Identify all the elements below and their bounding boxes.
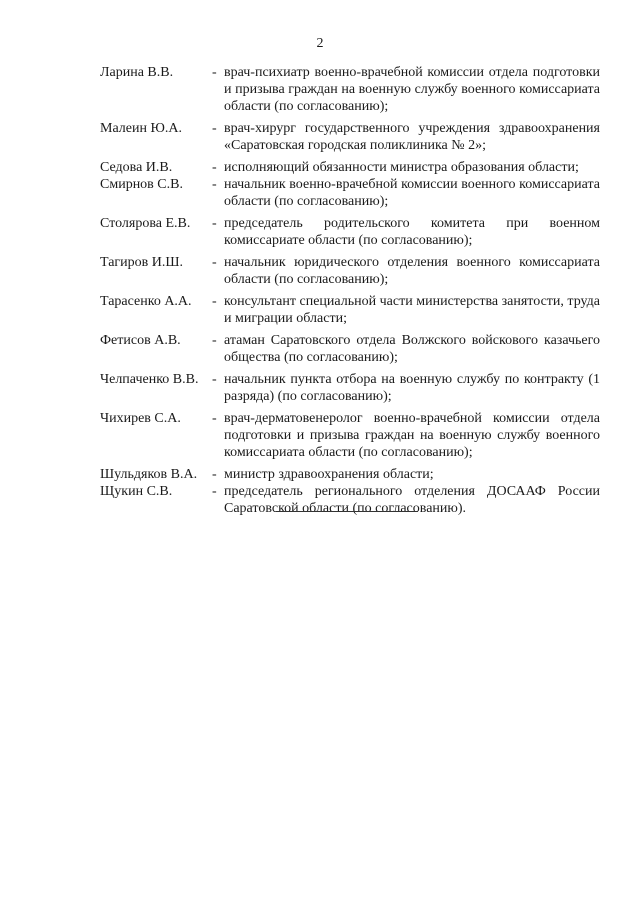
member-description: начальник военно-врачебной комиссии военного комиссариата области (по согласованию); (224, 177, 600, 209)
member-row (100, 215, 600, 249)
member-name: Челпаченко В.В. (100, 372, 199, 387)
member-name: Столярова Е.В. (100, 216, 191, 231)
member-description: исполняющий обязанности министра образования области; (224, 160, 579, 175)
member-dash: - (212, 65, 217, 80)
member-row (100, 64, 600, 115)
member-name: Щукин С.В. (100, 484, 173, 499)
member-name: Тарасенко А.А. (100, 294, 192, 309)
member-dash: - (212, 372, 217, 387)
member-row (100, 293, 600, 327)
member-description: председатель регионального отделения ДОСААФ России Саратовской области (по согласованию). (224, 484, 600, 516)
member-name: Шульдяков В.А. (100, 467, 198, 482)
member-name: Седова И.В. (100, 160, 173, 175)
member-row (100, 159, 600, 176)
member-row (100, 332, 600, 366)
member-list (100, 64, 600, 517)
member-dash: - (212, 467, 217, 482)
member-description: врач-дерматовенеролог военно-врачебной комиссии отдела подготовки и призыва граждан на военную службу военного комиссариата области (по согласованию); (224, 411, 600, 460)
member-description: председатель родительского комитета при военном комиссариате области (по согласованию); (224, 216, 600, 248)
member-dash: - (212, 333, 217, 348)
member-dash: - (212, 177, 217, 192)
member-row (100, 254, 600, 288)
member-name: Малеин Ю.А. (100, 121, 182, 136)
member-description: консультант специальной части министерства занятости, труда и миграции области; (224, 294, 600, 326)
page-number: 2 (316, 36, 324, 51)
member-description: министр здравоохранения области; (224, 467, 434, 482)
member-dash: - (212, 216, 217, 231)
member-dash: - (212, 294, 217, 309)
member-description: начальник юридического отделения военного комиссариата области (по согласованию); (224, 255, 600, 287)
member-name: Фетисов А.В. (100, 333, 181, 348)
member-name: Тагиров И.Ш. (100, 255, 183, 270)
end-divider-line (276, 511, 418, 512)
member-dash: - (212, 121, 217, 136)
member-name: Ларина В.В. (100, 65, 174, 80)
member-description: врач-психиатр военно-врачебной комиссии отдела подготовки и призыва граждан на военную службу военного комиссариата области (по согласованию); (224, 65, 600, 114)
member-description: начальник пункта отбора на военную службу по контракту (1 разряда) (по согласованию); (224, 372, 600, 404)
member-dash: - (212, 255, 217, 270)
member-row (100, 120, 600, 154)
member-name: Смирнов С.В. (100, 177, 183, 192)
member-row (100, 371, 600, 405)
member-description: атаман Саратовского отдела Волжского войскового казачьего общества (по согласованию); (224, 333, 600, 365)
member-dash: - (212, 411, 217, 426)
member-description: врач-хирург государственного учреждения здравоохранения «Саратовская городская поликлиника № 2»; (224, 121, 600, 153)
member-row (100, 176, 600, 210)
member-dash: - (212, 484, 217, 499)
member-row (100, 410, 600, 461)
member-dash: - (212, 160, 217, 175)
member-name: Чихирев С.А. (100, 411, 181, 426)
member-row (100, 466, 600, 483)
